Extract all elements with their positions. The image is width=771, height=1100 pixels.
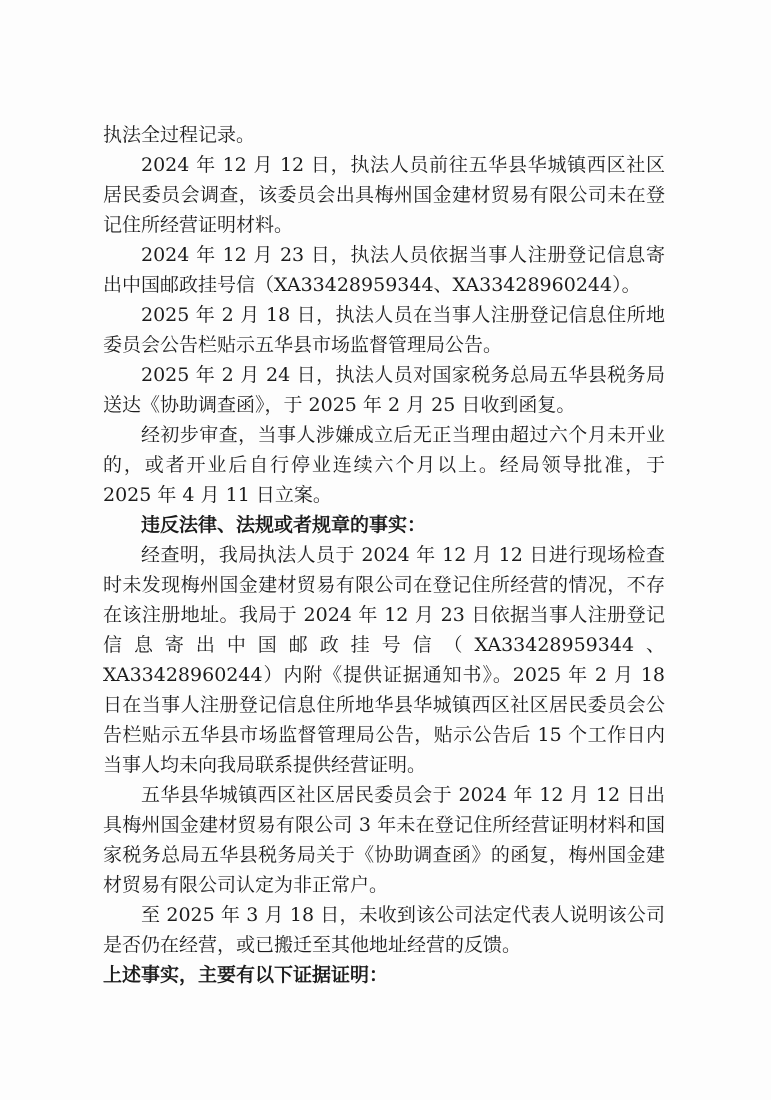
paragraph-findings: 经查明，我局执法人员于 2024 年 12 月 12 日进行现场检查时未发现梅州国金建材贸易有限公司在登记住所经营的情况，不存在该注册地址。我局于 2024 年 12 月 23 日依据当事人注册登记信息寄出中国邮政挂号信（XA33428959344、XA33428960244）内附《提供证据通知书》。2025 年 2 月 18 日在当事人注册登记信息住所地华县华城镇西区社区居民委员会公告栏贴示五华县市场监督管理局公告，贴示公告后 15 个工作日内当事人均未向我局联系提供经营证明。 [103,544,665,776]
paragraph-investigation-2024-12-12: 2024 年 12 月 12 日，执法人员前往五华县华城镇西区社区居民委员会调查，该委员会出具梅州国金建材贸易有限公司未在登记住所经营证明材料。 [103,154,665,236]
paragraph-enforcement-record: 执法全过程记录。 [103,124,256,146]
paragraph-abnormal-status: 五华县华城镇西区社区居民委员会于 2024 年 12 月 12 日出具梅州国金建材贸易有限公司 3 年未在登记住所经营证明材料和国家税务总局五华县税务局关于《协助调查函》的函复，梅州国金建材贸易有限公司认定为非正常户。 [103,784,665,896]
section-heading-evidence: 上述事实，主要有以下证据证明： [103,964,389,986]
paragraph-registered-mail: 2024 年 12 月 23 日，执法人员依据当事人注册登记信息寄出中国邮政挂号信（XA33428959344、XA33428960244）。 [103,244,665,296]
document-body [103,120,665,990]
paragraph-assistance-letter: 2025 年 2 月 24 日，执法人员对国家税务总局五华县税务局送达《协助调查函》，于 2025 年 2 月 25 日收到函复。 [103,364,665,416]
paragraph-public-notice: 2025 年 2 月 18 日，执法人员在当事人注册登记信息住所地委员会公告栏贴示五华县市场监督管理局公告。 [103,304,665,356]
paragraph-case-filing: 经初步审查，当事人涉嫌成立后无正当理由超过六个月未开业的，或者开业后自行停业连续六个月以上。经局领导批准，于 2025 年 4 月 11 日立案。 [103,424,665,506]
section-heading-violation-facts: 违反法律、法规或者规章的事实： [141,514,427,536]
paragraph-no-feedback: 至 2025 年 3 月 18 日，未收到该公司法定代表人说明该公司是否仍在经营，或已搬迁至其他地址经营的反馈。 [103,904,665,956]
